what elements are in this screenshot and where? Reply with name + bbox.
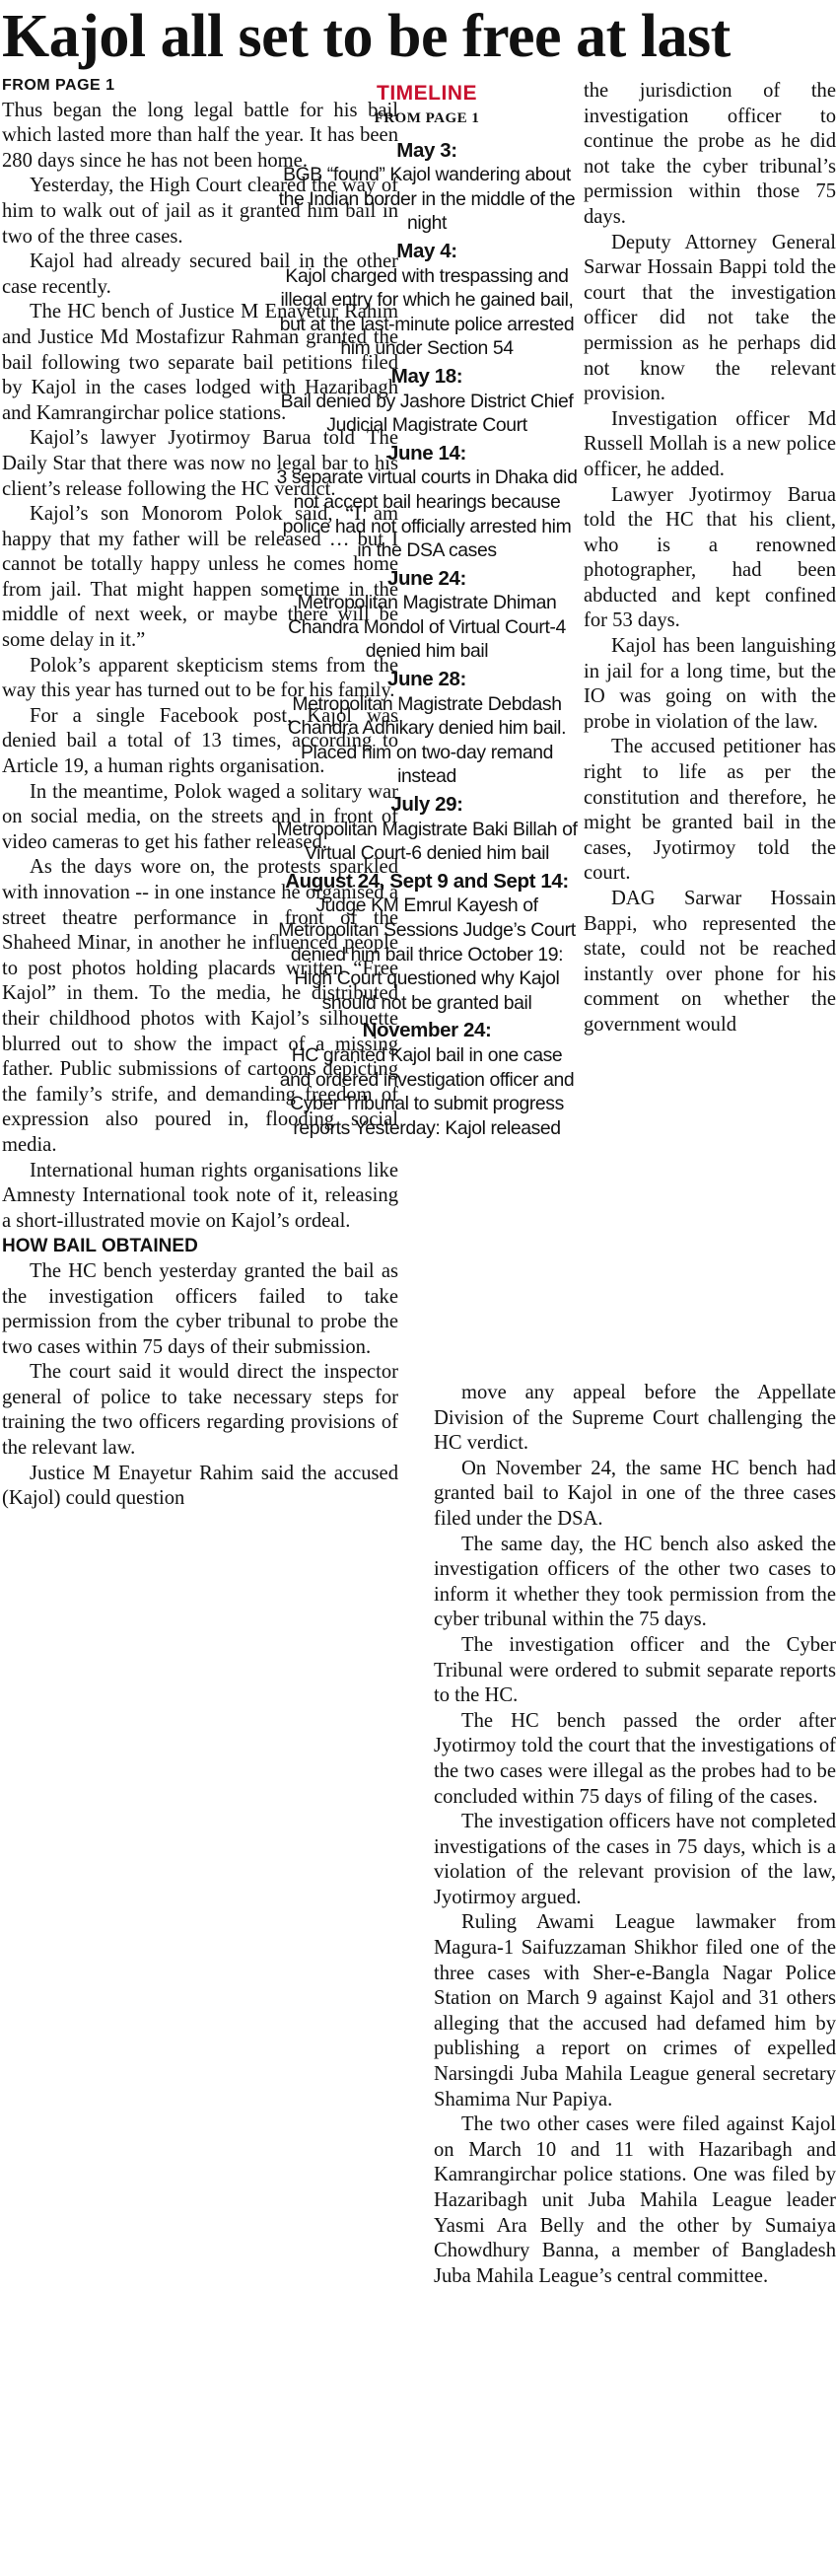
- paragraph: The two other cases were filed against Kajol on March 10 and 11 with Hazaribagh and Kamrangirchar police stations. One was filed by Hazaribagh unit Juba Mahila League leader Yasmi Ara Belly and the other by Sumaiya Chowdhury Banna, a member of Bangladesh Juba Mahila League’s central committee.: [434, 2113, 836, 2287]
- paragraph: International human rights organisations like Amnesty International took note of it, releasing a short-illustrated movie on Kajol’s ordeal.: [2, 1159, 398, 1232]
- headline: Kajol all set to be free at last: [2, 3, 731, 70]
- paragraph: The court said it would direct the inspector general of police to take necessary steps for training the two officers regarding provisions of the relevant law.: [2, 1361, 398, 1460]
- paragraph: Justice M Enayetur Rahim said the accused (Kajol) could question: [2, 1462, 398, 1510]
- timeline-date: July 29:: [390, 793, 463, 817]
- paragraph: In the meantime, Polok waged a solitary war on social media, on the streets and in front of video cameras to get his father released.: [2, 780, 398, 853]
- timeline-text: HC granted Kajol bail in one case and ordered investigation officer and Cyber Tribunal to submit progress reports Yesterday: Kajol released: [279, 1043, 575, 1139]
- paragraph: Kajol’s lawyer Jyotirmoy Barua told The Daily Star that there was now no legal bar to his client’s release following the HC verdict.: [2, 427, 398, 500]
- timeline-date: November 24:: [362, 1019, 492, 1042]
- timeline-text: Bail denied by Jashore District Chief Judicial Magistrate Court: [280, 390, 574, 437]
- timeline-title: TIMELINE: [377, 82, 477, 105]
- article-column-3: [584, 79, 836, 1038]
- timeline-date: June 14:: [387, 441, 466, 465]
- timeline-from-page: FROM PAGE 1: [374, 110, 480, 126]
- paragraph: Investigation officer Md Russell Mollah is a new police officer, he added.: [584, 407, 836, 480]
- paragraph: As the days wore on, the protests sparkled with innovation -- in one instance he organised a street theatre performance in front of the Shaheed Minar, in another he influenced people to post photos holding placards written “Free Kajol” in them. To the media, he distributed their childhood photos with Kajol’s silhouette blurred out to show the impact of a missing father. Public submissions of cartoons depicting the family’s strife, and demanding freedom of expression also poured in, flooding social media.: [2, 856, 398, 1156]
- paragraph: Deputy Attorney General Sarwar Hossain Bappi told the court that the investigation officer did not take the permission as he perhaps did not know the relevant provision.: [584, 231, 836, 405]
- timeline-text: Judge KM Emrul Kayesh of Metropolitan Sessions Judge’s Court denied him bail thrice October 19: High Court questioned why Kajol should not be granted bail: [278, 894, 576, 1014]
- paragraph: Kajol has been languishing in jail for a long time, but the IO was going on with the probe in violation of the law.: [584, 635, 836, 733]
- timeline-text: Kajol charged with trespassing and illegal entry for which he gained bail, but at the last-minute police arrested him under Section 54: [279, 264, 575, 360]
- timeline-text: 3 separate virtual courts in Dhaka did not accept bail hearings because police had not officially arrested him in the DSA cases: [276, 466, 578, 562]
- paragraph: DAG Sarwar Hossain Bappi, who represented the state, could not be reached instantly over phone for his comment on whether the government would: [584, 888, 836, 1036]
- from-page-label: FROM PAGE 1: [2, 77, 115, 94]
- timeline-text: BGB “found” Kajol wandering about the Indian border in the middle of the night: [278, 164, 576, 235]
- paragraph: The HC bench passed the order after Jyotirmoy told the court that the investigations of the two cases were illegal as the probes had to be concluded within 75 days of filing of the cases.: [434, 1709, 836, 1808]
- paragraph: Ruling Awami League lawmaker from Magura-1 Saifuzzaman Shikhor filed one of the three cases with Sher-e-Bangla Nagar Police Station on March 9 against Kajol and 31 others alleging that the accused had defamed him by publishing a report on crimes of expelled Narsingdi Juba Mahila League general secretary Shamima Nur Papiya.: [434, 1911, 836, 2111]
- subhead: HOW BAIL OBTAINED: [2, 1236, 198, 1257]
- timeline-date: August 24, Sept 9 and Sept 14:: [285, 869, 569, 893]
- paragraph: Lawyer Jyotirmoy Barua told the HC that his client, who is a renowned photographer, had been abducted and kept confined for 53 days.: [584, 483, 836, 632]
- timeline-date: May 4:: [396, 239, 457, 262]
- paragraph: Thus began the long legal battle for his bail which lasted more than half the year. It has been 280 days since he has not been home.: [2, 99, 398, 172]
- paragraph: Polok’s apparent skepticism stems from the way this year has turned out to be for his family.: [2, 654, 398, 702]
- paragraph: The investigation officers have not completed investigations of the cases in 75 days, which is a violation of the relevant provision of the law, Jyotirmoy argued.: [434, 1811, 836, 1908]
- timeline-text: Metropolitan Magistrate Baki Billah of Virtual Court-6 denied him bail: [276, 818, 578, 865]
- timeline-date: June 24:: [387, 566, 466, 590]
- paragraph: The HC bench of Justice M Enayetur Rahim and Justice Md Mostafizur Rahman granted the bail following two separate bail petitions filed by Kajol in the cases lodged with Hazaribagh and Kamrangirchar police stations.: [2, 301, 398, 424]
- timeline-text: Metropolitan Magistrate Debdash Chandra Adhikary denied him bail. Placed him on two-day remand instead: [287, 692, 567, 788]
- paragraph: The investigation officer and the Cyber Tribunal were ordered to submit separate reports to the HC.: [434, 1633, 836, 1707]
- paragraph: move any appeal before the Appellate Division of the Supreme Court challenging the HC verdict.: [434, 1382, 836, 1455]
- timeline-box: [276, 81, 578, 1140]
- paragraph: The accused petitioner has right to life as per the constitution and therefore, he might be granted bail in the cases, Jyotirmoy told the court.: [584, 736, 836, 885]
- timeline-date: June 28:: [387, 668, 466, 691]
- paragraph: the jurisdiction of the investigation officer to continue the probe as he did not take the cyber tribunal’s permission within those 75 days.: [584, 80, 836, 228]
- timeline-date: May 3:: [396, 138, 457, 162]
- article-column-wide: [434, 1381, 836, 2289]
- timeline-date: May 18:: [390, 364, 463, 388]
- timeline-text: Metropolitan Magistrate Dhiman Chandra Mondol of Virtual Court-4 denied him bail: [288, 592, 566, 663]
- paragraph: For a single Facebook post, Kajol was denied bail a total of 13 times, according to Article 19, a human rights organisation.: [2, 704, 398, 778]
- paragraph: Yesterday, the High Court cleared the way of him to walk out of jail as it granted him bail in two of the three cases.: [2, 175, 398, 248]
- paragraph: The same day, the HC bench also asked the investigation officers of the other two cases to inform it whether they took permission from the cyber tribunal within the 75 days.: [434, 1533, 836, 1631]
- paragraph: Kajol’s son Monorom Polok said, “I am happy that my father will be released … but I cannot be totally happy unless he comes home from jail. That might happen sometime in the middle of next week, or maybe there will be some delay in it.”: [2, 503, 398, 652]
- paragraph: Kajol had already secured bail in the other case recently.: [2, 250, 398, 298]
- paragraph: The HC bench yesterday granted the bail as the investigation officers failed to take permission from the cyber tribunal to probe the two cases within 75 days of their submission.: [2, 1259, 398, 1358]
- paragraph: On November 24, the same HC bench had granted bail to Kajol in one of the three cases filed under the DSA.: [434, 1457, 836, 1530]
